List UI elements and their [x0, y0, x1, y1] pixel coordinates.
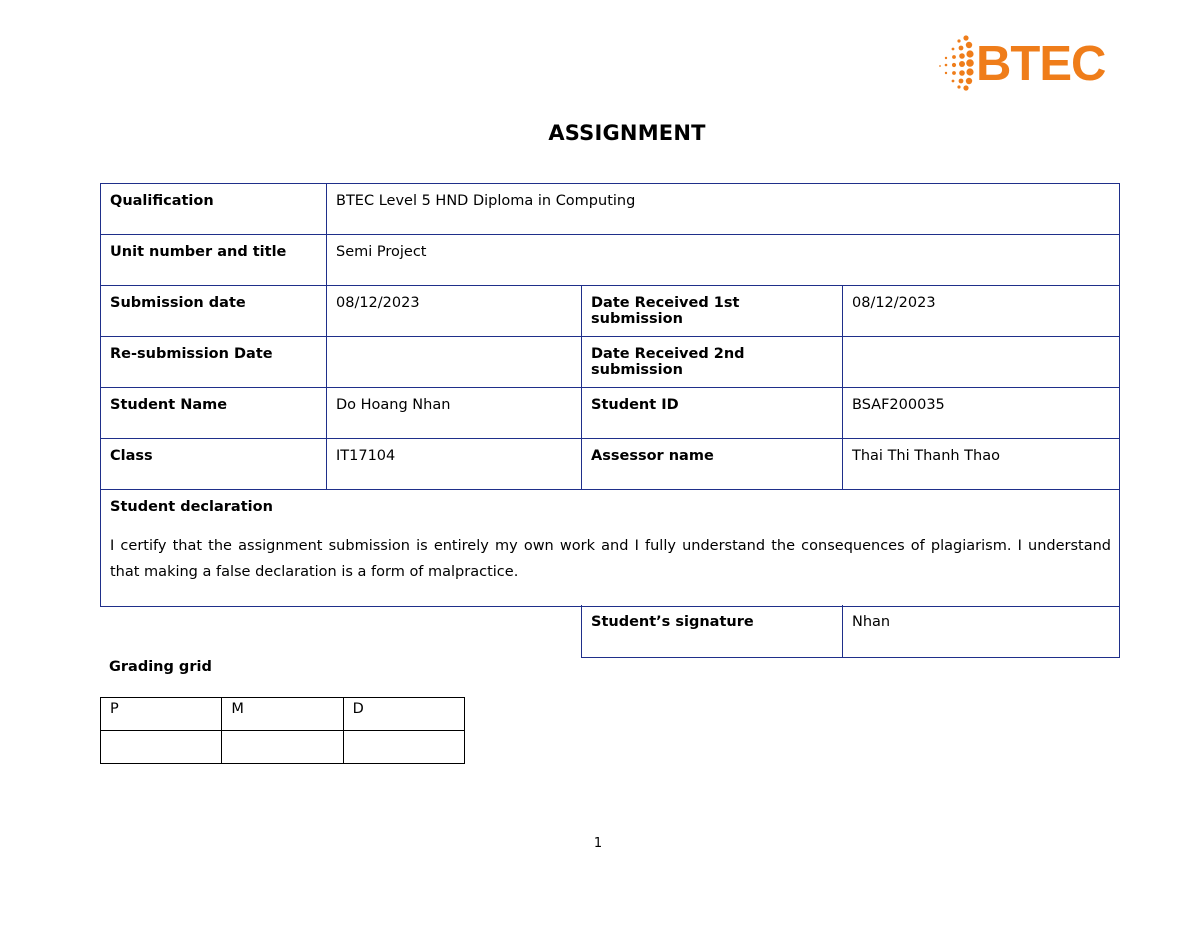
student-declaration	[101, 490, 1120, 607]
grade-p-cell	[101, 731, 222, 764]
submission-date-value: 08/12/2023	[327, 286, 582, 337]
grading-grid	[100, 697, 465, 764]
student-name-value: Do Hoang Nhan	[327, 388, 582, 439]
table-row	[101, 184, 1120, 235]
table-row	[101, 337, 1120, 388]
signature-value: Nhan	[843, 605, 1120, 657]
table-row	[101, 439, 1120, 490]
table-row	[582, 605, 1120, 657]
btec-logo	[936, 32, 1122, 94]
table-row	[101, 698, 465, 731]
grade-p-header: P	[101, 698, 222, 731]
assessor-name-label: Assessor name	[582, 439, 843, 490]
qualification-value: BTEC Level 5 HND Diploma in Computing	[327, 184, 1120, 235]
unit-value: Semi Project	[327, 235, 1120, 286]
student-name-label: Student Name	[101, 388, 327, 439]
qualification-label: Qualification	[101, 184, 327, 235]
unit-label: Unit number and title	[101, 235, 327, 286]
table-row	[101, 286, 1120, 337]
table-row	[101, 731, 465, 764]
resubmission-date-label: Re-submission Date	[101, 337, 327, 388]
page-number: 1	[593, 836, 603, 851]
submission-date-label: Submission date	[101, 286, 327, 337]
page-title: ASSIGNMENT	[548, 121, 706, 145]
class-label: Class	[101, 439, 327, 490]
grading-grid-label: Grading grid	[109, 659, 212, 675]
signature-label: Student’s signature	[582, 605, 843, 657]
student-id-label: Student ID	[582, 388, 843, 439]
first-received-label: Date Received 1st submission	[582, 286, 843, 337]
resubmission-date-value	[327, 337, 582, 388]
class-value: IT17104	[327, 439, 582, 490]
table-row	[101, 388, 1120, 439]
grade-d-header: D	[343, 698, 464, 731]
second-received-label: Date Received 2nd submission	[582, 337, 843, 388]
logo-wordmark: BTEC	[976, 37, 1106, 91]
assignment-info-table	[100, 183, 1120, 607]
grade-m-header: M	[222, 698, 343, 731]
first-received-value: 08/12/2023	[843, 286, 1120, 337]
declaration-text: I certify that the assignment submission is entirely my own work and I fully understand the consequences of plagiarism. I understand that making a false declaration is a form of malpractice.	[110, 538, 1112, 580]
signature-table	[581, 605, 1120, 658]
table-row	[101, 235, 1120, 286]
second-received-value	[843, 337, 1120, 388]
assessor-name-value: Thai Thi Thanh Thao	[843, 439, 1120, 490]
declaration-title: Student declaration	[110, 499, 273, 515]
declaration-row	[101, 490, 1120, 607]
grade-d-cell	[343, 731, 464, 764]
dot-burst-icon	[936, 32, 980, 94]
student-id-value: BSAF200035	[843, 388, 1120, 439]
grade-m-cell	[222, 731, 343, 764]
